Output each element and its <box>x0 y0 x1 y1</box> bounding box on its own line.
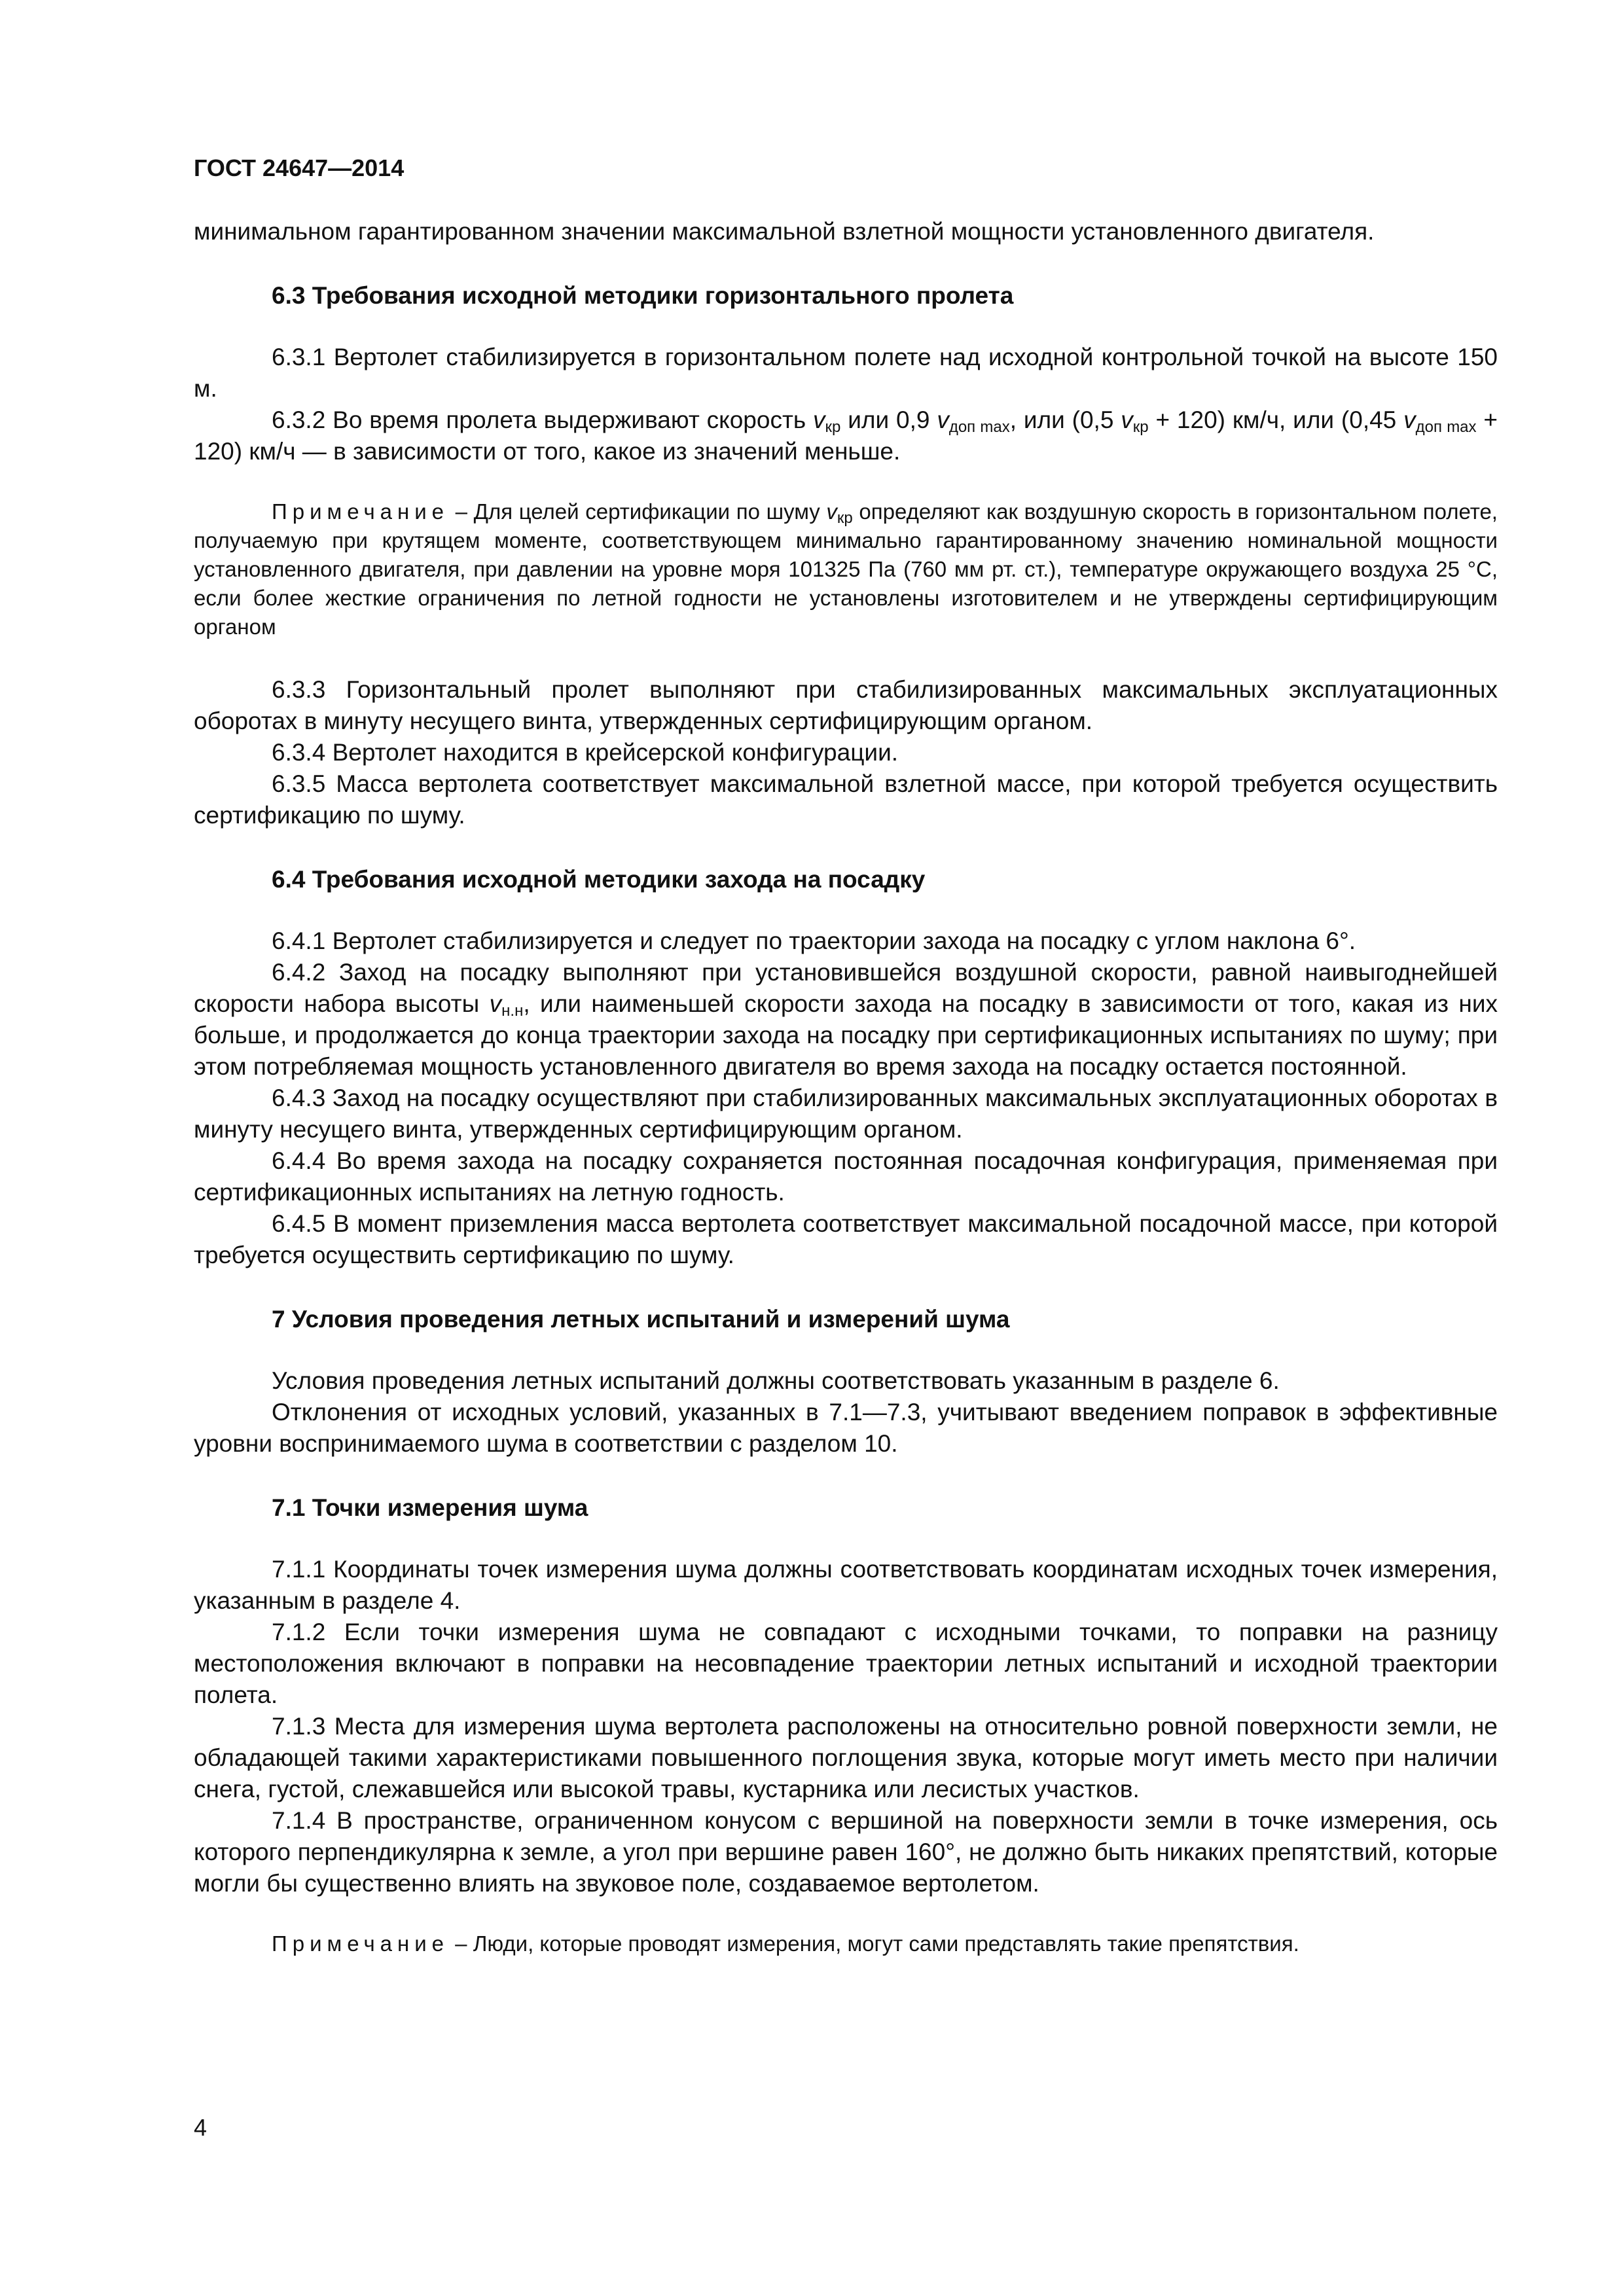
para-7-1-3: 7.1.3 Места для измерения шума вертолета расположены на относительно ровной поверхности земли, не обладающей такими характеристиками повышенного поглощения звука, которые могут иметь место при наличии снега, густой, слежавшейся или высокой травы, кустарника или лесистых участков. <box>194 1713 1498 1803</box>
section-6-4-title: 6.4 Требования исходной методики захода на посадку <box>272 866 926 893</box>
para-7-intro-2: Отклонения от исходных условий, указанных в 7.1—7.3, учитывают введением поправок в эффективные уровни воспринимаемого шума в соответствии с разделом 10. <box>194 1399 1498 1457</box>
para-6-4-3: 6.4.3 Заход на посадку осуществляют при стабилизированных максимальных эксплуатационных оборотах в минуту несущего винта, утвержденных сертифицирующим органом. <box>194 1085 1498 1143</box>
note-6-3: Примечание – Для целей сертификации по шуму $v_{кр}$ определяют как воздушную скорость в горизонтальном полете, получаемую при крутящем моменте, соответствующем минимально гарантированному значению номинальной мощности установленного двигателя, при давлении на уровне моря 101325 Па (760 мм рт. ст.), температуре окружающего воздуха 25 °С, если более жесткие ограничения по летной годности не установлены изготовителем и не утверждены сертифицирующим органом <box>194 499 1498 639</box>
para-6-3-2: 6.3.2 Во время пролета выдерживают скорость $v_{кр}$ или 0,9 $v_{доп max}$, или (0,5 $v_{кр} + 120$) км/ч, или (0,45 $v_{доп max} + 120$) км/ч — в зависимости от того, какое из значений меньше. <box>194 406 1498 465</box>
note-7-1: Примечание – Люди, которые проводят измерения, могут сами представлять такие препятствия. <box>272 1931 1299 1956</box>
section-7-1-title: 7.1 Точки измерения шума <box>272 1494 588 1521</box>
para-6-3-3: 6.3.3 Горизонтальный пролет выполняют при стабилизированных максимальных эксплуатационных оборотах в минуту несущего винта, утвержденных сертифицирующим органом. <box>194 676 1498 734</box>
para-7-intro-1: Условия проведения летных испытаний должны соответствовать указанным в разделе 6. <box>272 1367 1280 1394</box>
para-6-4-4: 6.4.4 Во время захода на посадку сохраняется постоянная посадочная конфигурация, применяемая при сертификационных испытаниях на летную годность. <box>194 1147 1498 1206</box>
para-6-4-5: 6.4.5 В момент приземления масса вертолета соответствует максимальной посадочной массе, при которой требуется осуществить сертификацию по шуму. <box>194 1210 1498 1268</box>
para-6-3-5: 6.3.5 Масса вертолета соответствует максимальной взлетной массе, при которой требуется осуществить сертификацию по шуму. <box>194 770 1498 829</box>
section-6-3-title: 6.3 Требования исходной методики горизонтального пролета <box>272 282 1014 309</box>
intro-continuation: минимальном гарантированном значении максимальной взлетной мощности установленного двигателя. <box>194 218 1375 245</box>
para-7-1-2: 7.1.2 Если точки измерения шума не совпадают с исходными точками, то поправки на разницу местоположения включают в поправки на несовпадение траектории летных испытаний и исходной траектории полета. <box>194 1619 1498 1708</box>
document-body <box>194 216 1498 1991</box>
para-7-1-1: 7.1.1 Координаты точек измерения шума должны соответствовать координатам исходных точек измерения, указанным в разделе 4. <box>194 1556 1498 1614</box>
para-7-1-4: 7.1.4 В пространстве, ограниченном конусом с вершиной на поверхности земли в точке измерения, ось которого перпендикулярна к земле, а угол при вершине равен 160°, не должно быть никаких препятствий, которые могли бы существенно влиять на звуковое поле, создаваемое вертолетом. <box>194 1807 1498 1897</box>
para-6-3-4: 6.3.4 Вертолет находится в крейсерской конфигурации. <box>272 739 899 766</box>
para-6-4-1: 6.4.1 Вертолет стабилизируется и следует по траектории захода на посадку с углом наклона 6°. <box>272 927 1356 954</box>
section-7-title: 7 Условия проведения летных испытаний и измерений шума <box>272 1306 1010 1333</box>
document-header: ГОСТ 24647—2014 <box>194 154 405 181</box>
page-number: 4 <box>194 2114 208 2141</box>
para-6-3-1: 6.3.1 Вертолет стабилизируется в горизонтальном полете над исходной контрольной точкой на высоте 150 м. <box>194 344 1498 402</box>
para-6-4-2: 6.4.2 Заход на посадку выполняют при установившейся воздушной скорости, равной наивыгоднейшей скорости набора высоты $v_{н.н}$, или наименьшей скорости захода на посадку в зависимости от того, какая из них больше, и продолжается до конца траектории захода на посадку при сертификационных испытаниях по шуму; при этом потребляемая мощность установленного двигателя во время захода на посадку остается постоянной. <box>194 959 1498 1080</box>
